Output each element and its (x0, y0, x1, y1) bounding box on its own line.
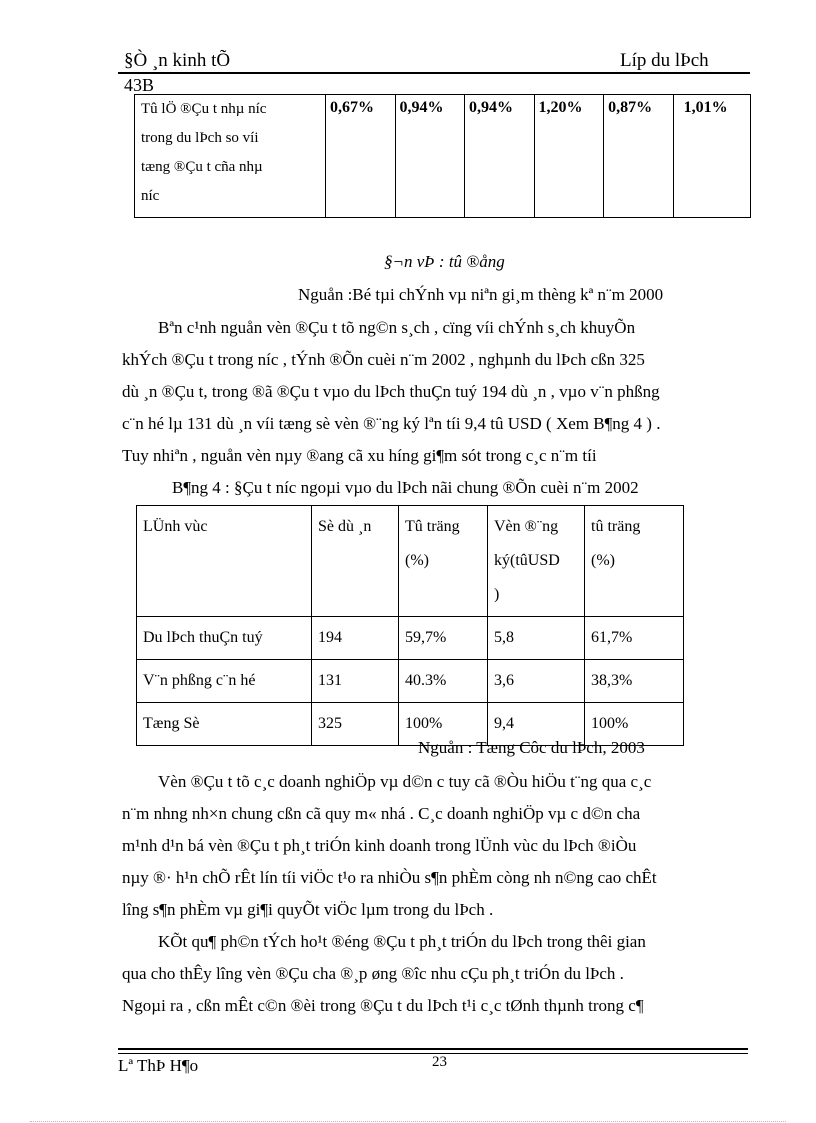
text-line: Tuy nhiªn , nguån vèn nµy ®ang cã xu híng gi¶m sót trong c¸c n¨m tíi (122, 446, 597, 465)
page-number: 23 (432, 1054, 447, 1070)
page-edge (30, 1121, 786, 1122)
table-cell: 131 (312, 660, 399, 703)
text-line: Bªn c¹nh nguån vèn ®Çu t tõ ng©n s¸ch , cïng víi chÝnh s¸ch khuyÕn (158, 318, 636, 337)
table-row (137, 617, 684, 660)
unit-note: §¬n vÞ : tû ®ång (384, 252, 505, 271)
header-cell (488, 506, 585, 617)
header-cell (312, 506, 399, 617)
header-cell (585, 506, 684, 617)
header-text: (%) (405, 552, 429, 569)
header-title-right: Líp du lÞch (620, 50, 709, 71)
text-line: qua cho thÊy lîng vèn ®Çu cha ®¸p øng ®îc nhu cÇu ph¸t triÓn du lÞch . (122, 964, 624, 983)
label-line: Tû lÖ ®Çu t nhµ níc (141, 101, 267, 117)
table-cell: 40.3% (399, 660, 488, 703)
text-line: khÝch ®Çu t trong níc , tÝnh ®Õn cuèi n¨m 2002 , nghµnh du lÞch cßn 325 (122, 350, 645, 369)
row-label (135, 95, 326, 218)
header-text: ký(tûUSD (494, 552, 560, 569)
text-line: c¨n hé lµ 131 dù ¸n víi tæng sè vèn ®¨ng ký lªn tíi 9,4 tû USD ( Xem B¶ng 4 ) . (122, 414, 661, 433)
table-row (135, 95, 751, 218)
header-cell (399, 506, 488, 617)
table-cell: 38,3% (585, 660, 684, 703)
table-cell: Du lÞch thuÇn tuý (137, 617, 312, 660)
table-cell: 0,67% (326, 95, 396, 218)
footer-rule-thick (118, 1048, 748, 1050)
header-text: tû träng (591, 518, 641, 535)
table-cell: 325 (312, 703, 399, 746)
footer-author: Lª ThÞ H¶o (118, 1056, 199, 1075)
table-caption: B¶ng 4 : §Çu t níc ngoµi vµo du lÞch nãi chung ®Õn cuèi n¨m 2002 (172, 478, 639, 497)
table-cell: 100% (399, 703, 488, 746)
text-line: Vèn ®Çu t tõ c¸c doanh nghiÖp vµ d©n c tuy cã ®Òu hiÖu t¨ng qua c¸c (158, 772, 652, 791)
text-line: dù ¸n ®Çu t, trong ®ã ®Çu t vµo du lÞch thuÇn tuý 194 dù ¸n , vµo v¨n phßng (122, 382, 660, 401)
table-cell: 0,94% (465, 95, 535, 218)
label-line: tæng ®Çu t cña nhµ (141, 159, 263, 175)
source-note-1: Nguån :Bé tµi chÝnh vµ niªn gi¸m thèng kª n¨m 2000 (298, 285, 664, 304)
table-cell: 3,6 (488, 660, 585, 703)
header-text: Vèn ®¨ng (494, 518, 559, 535)
header-cell (137, 506, 312, 617)
label-line: níc (141, 188, 160, 204)
table-cell: 5,8 (488, 617, 585, 660)
table-cell: 9,4 (488, 703, 585, 746)
foreign-investment-table (136, 505, 684, 746)
source-note-2: Nguån : Tæng Côc du lÞch, 2003 (418, 738, 645, 757)
table-cell: 61,7% (585, 617, 684, 660)
header-title-left: §Ò ¸n kinh tÕ (124, 50, 231, 71)
table-cell: 1,20% (534, 95, 604, 218)
text-line: m¹nh d¹n bá vèn ®Çu t ph¸t triÓn kinh doanh trong lÜnh vùc du lÞch ®iÒu (122, 836, 637, 855)
label-line: trong du lÞch so víi (141, 130, 259, 146)
table-cell: 0,94% (395, 95, 465, 218)
text-line: lîng s¶n phÈm vµ gi¶i quyÕt viÖc lµm trong du lÞch . (122, 900, 494, 919)
table-cell: 0,87% (604, 95, 674, 218)
table-header-row (137, 506, 684, 617)
investment-ratio-table (134, 94, 751, 218)
table-row (137, 660, 684, 703)
table-cell: 100% (585, 703, 684, 746)
header-text: LÜnh vùc (143, 518, 208, 535)
header-subtitle: 43B (124, 75, 155, 95)
header-text: Sè dù ¸n (318, 518, 372, 535)
text-line: Ngoµi ra , cßn mÊt c©n ®èi trong ®Çu t du lÞch t¹i c¸c tØnh thµnh trong c¶ (122, 996, 644, 1015)
text-line: nµy ®· h¹n chÕ rÊt lín tíi viÖc t¹o ra nhiÒu s¶n phÈm còng nh n©ng cao chÊt (122, 868, 657, 887)
header-text: (%) (591, 552, 615, 569)
header-text: ) (494, 586, 500, 603)
header-text: Tû träng (405, 518, 460, 535)
table-cell: 194 (312, 617, 399, 660)
header-rule (118, 72, 750, 74)
text-line: KÕt qu¶ ph©n tÝch ho¹t ®éng ®Çu t ph¸t triÓn du lÞch trong thêi gian (158, 932, 646, 951)
table-cell: 1,01% (673, 95, 750, 218)
text-line: n¨m nhng nh×n chung cßn cã quy m« nhá . C¸c doanh nghiÖp vµ c d©n cha (122, 804, 641, 823)
table-cell: V¨n phßng c¨n hé (137, 660, 312, 703)
table-cell: 59,7% (399, 617, 488, 660)
table-cell: Tæng Sè (137, 703, 312, 746)
